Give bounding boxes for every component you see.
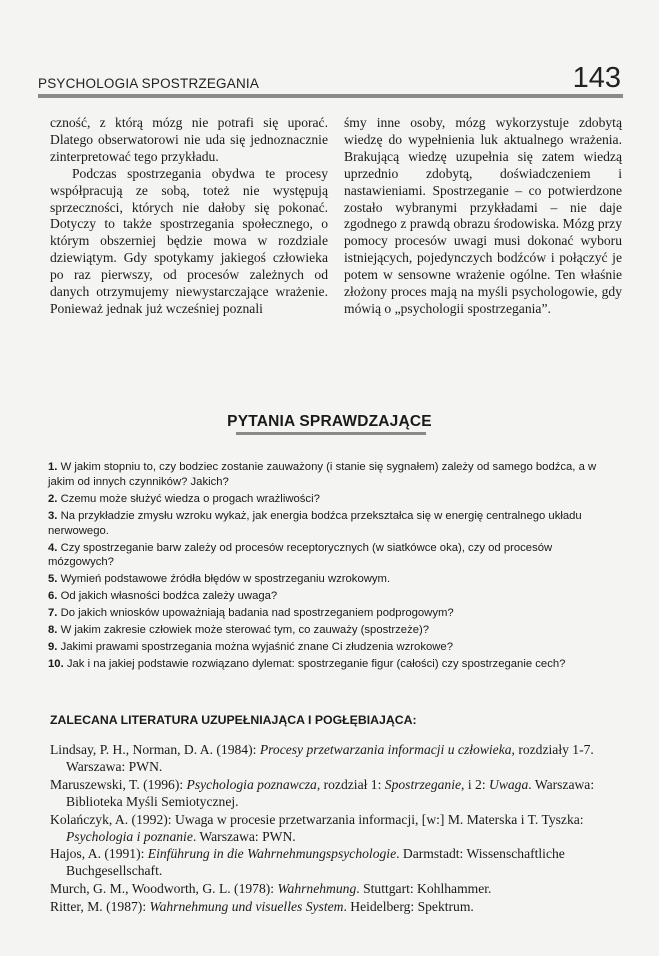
ref-authors: Ritter, M. (1987): — [50, 899, 150, 915]
left-column — [50, 115, 328, 318]
paragraph: Podczas spostrzegania obydwa te procesy współpracują ze sobą, toteż nie występują sprzeczności, których nie dałoby się pokonać. Dotyczy to także spostrzegania społecznego, o którym obszerniej będzie mowa w rozdziale dziewiątym. Gdy spotykamy jakiegoś człowieka po raz pierwszy, od procesów zależnych od danych otrzymujemy niewystarczające wrażenie. Ponieważ jednak już wcześniej poznali — [50, 165, 328, 316]
section-title-rule — [236, 432, 426, 435]
reference-item — [50, 881, 616, 898]
question-number: 9. — [48, 641, 58, 654]
question-number: 2. — [48, 492, 58, 505]
paragraph: czność, z którą mózg nie potrafi się uporać. Dlatego obserwatorowi nie uda się jednoznacznie zinterpretować tego przykładu. — [50, 115, 328, 164]
question-number: 3. — [48, 509, 58, 522]
question-item — [48, 460, 618, 490]
review-questions-list — [48, 460, 618, 674]
ref-authors: Kolańczyk, A. (1992): Uwaga w procesie przetwarzania informacji, [w:] M. Materska i T. Tyszka: — [50, 811, 584, 827]
question-text: Od jakich własności bodźca zależy uwaga? — [60, 590, 278, 603]
question-item — [48, 572, 618, 587]
ref-detail: , rozdział 1: — [316, 776, 385, 792]
question-text: W jakim zakresie człowiek może sterować tym, co zauważy (spostrzeże)? — [60, 624, 430, 637]
ref-publisher: . Darmstadt: Wissenschaftliche Buchgesellschaft. — [66, 846, 565, 879]
question-text: Czemu może służyć wiedza o progach wrażliwości? — [60, 492, 320, 505]
question-item — [48, 492, 618, 507]
ref-title: Wahrnehmung und visuelles System — [149, 899, 344, 915]
section-title: PYTANIA SPRAWDZAJĄCE — [227, 413, 432, 430]
ref-publisher: . Heidelberg: Spektrum. — [343, 899, 474, 915]
page-number: 143 — [572, 62, 621, 94]
ref-publisher: . Stuttgart: Kohlhammer. — [356, 881, 492, 897]
reference-item — [50, 846, 616, 880]
question-text: Jak i na jakiej podstawie rozwiązano dylemat: spostrzeganie figur (całości) czy spostrzeganie cech? — [66, 658, 566, 671]
question-number: 5. — [48, 573, 58, 586]
references-list — [50, 742, 616, 917]
ref-authors: Maruszewski, T. (1996): — [50, 776, 187, 792]
running-header-title: PSYCHOLOGIA SPOSTRZEGANIA — [38, 76, 260, 91]
ref-authors: Lindsay, P. H., Norman, D. A. (1984): — [50, 742, 260, 757]
question-number: 7. — [48, 607, 58, 620]
ref-title: Einführung in die Wahrnehmungspsychologie — [147, 846, 397, 862]
reference-item — [50, 742, 616, 776]
ref-chapter-title: Uwaga — [489, 776, 529, 792]
paragraph: śmy inne osoby, mózg wykorzystuje zdobytą wiedzę do wypełnienia luk aktualnego wrażenia. Brakującą wiedzę uzupełnia się zatem wiedzą uprzednio zdobytą, doświadczeniem i nastawieniami. Spostrzeganie – co potwierdzone zostało wybranymi przykładami – nie daje zgodnego z prawdą obrazu środowiska. Mózg przy pomocy procesów uwagi musi dokonać wyboru istniejących, pojedynczych bodźców i połączyć je potem w sensowne wrażenie ogólne. Ten właśnie złożony proces mają na myśli psychologowie, gdy mówią o „psychologii spostrzegania”. — [344, 115, 622, 316]
question-item — [48, 657, 618, 672]
reference-item — [50, 899, 616, 916]
question-text: W jakim stopniu to, czy bodziec zostanie zauważony (i stanie się sygnałem) zależy od samego bodźca, a w jakim od innych czynników? Jakich? — [48, 461, 597, 488]
question-item — [48, 606, 618, 621]
question-text: Na przykładzie zmysłu wzroku wykaż, jak energia bodźca przekształca się w energię centralnego układu nerwowego. — [48, 509, 582, 537]
ref-title: Procesy przetwarzania informacji u człowieka — [259, 742, 512, 757]
ref-detail: , i 2: — [461, 776, 489, 792]
right-column — [344, 115, 622, 318]
ref-title: Wahrnehmung — [277, 881, 357, 897]
question-item — [48, 589, 618, 604]
question-item — [48, 640, 618, 655]
literature-title: ZALECANA LITERATURA UZUPEŁNIAJĄCA I POGŁĘBIAJĄCA: — [50, 713, 417, 727]
ref-title: Psychologia i poznanie — [66, 828, 193, 844]
question-text: Jakimi prawami spostrzegania można wyjaśnić znane Ci złudzenia wzrokowe? — [60, 641, 453, 654]
ref-chapter-title: Spostrzeganie — [384, 776, 462, 792]
ref-publisher: . Warszawa: Biblioteka Myśli Semiotycznej. — [66, 776, 595, 809]
question-text: Wymień podstawowe źródła błędów w spostrzeganiu wzrokowym. — [60, 573, 391, 586]
reference-item — [50, 812, 616, 846]
ref-authors: Hajos, A. (1991): — [50, 846, 148, 862]
question-item — [48, 541, 618, 571]
reference-item — [50, 777, 616, 811]
question-item — [48, 623, 618, 638]
ref-publisher: . Warszawa: PWN. — [192, 828, 296, 844]
question-number: 1. — [48, 461, 58, 473]
question-number: 10. — [48, 658, 64, 671]
ref-title: Psychologia poznawcza — [186, 776, 317, 792]
question-text: Do jakich wniosków upoważniają badania nad spostrzeganiem podprogowym? — [60, 607, 454, 620]
question-text: Czy spostrzeganie barw zależy od procesów receptorycznych (w siatkówce oka), czy od procesów mózgowych? — [48, 541, 553, 569]
question-number: 8. — [48, 624, 58, 637]
question-item — [48, 509, 618, 539]
ref-authors: Murch, G. M., Woodworth, G. L. (1978): — [50, 881, 278, 897]
ref-publisher: , rozdziały 1-7. Warszawa: PWN. — [66, 742, 594, 774]
question-number: 6. — [48, 590, 58, 603]
question-number: 4. — [48, 541, 58, 554]
header-rule — [38, 94, 623, 98]
